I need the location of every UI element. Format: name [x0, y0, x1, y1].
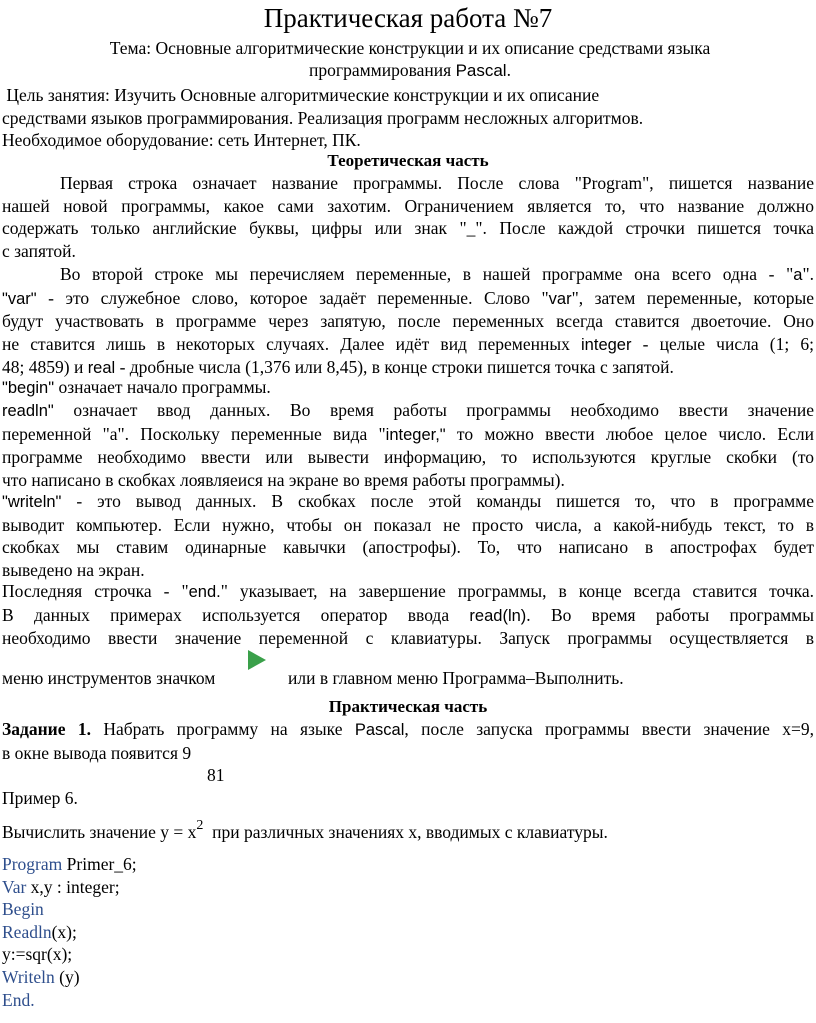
text-line: содержать только английские буквы, цифры или знак "_". После каждой строчки пишется точка	[2, 218, 814, 238]
text-line: необходимо ввести значение переменной с клавиатуры. Запуск программы осуществляется в	[2, 628, 814, 648]
code-keyword: Readln	[2, 921, 52, 942]
text-span: означает ввод данных. Во время работы программы необходимо ввести значение	[53, 400, 814, 420]
text-line: меню инструментов значком	[2, 668, 216, 688]
exponent: 2	[196, 818, 204, 833]
text-span: Вычислить значение у = х	[2, 822, 197, 842]
text-line	[2, 604, 814, 628]
example-statement	[2, 815, 814, 844]
text-span: означает начало программы.	[54, 377, 271, 397]
code-keyword: Program	[2, 854, 63, 874]
topic-language: Pascal	[455, 61, 507, 80]
theory-heading: Теоретическая часть	[327, 151, 489, 170]
topic	[60, 37, 760, 82]
code-line	[2, 876, 137, 899]
text-line	[2, 287, 814, 311]
text-span: 48; 4859) и	[2, 357, 88, 377]
play-icon	[248, 650, 266, 670]
text-span: . Во время работы программы	[526, 604, 815, 625]
code-text: (x);	[51, 921, 77, 942]
keyword-begin: "begin"	[2, 379, 55, 397]
code-keyword: Var	[2, 876, 27, 897]
code-keyword: Writeln	[2, 966, 55, 987]
text-span: ".	[802, 264, 814, 284]
keyword-var: "var"	[2, 289, 37, 308]
text-line	[2, 718, 814, 742]
goal-line: средствами языков программирования. Реализация программ несложных алгоритмов.	[2, 107, 644, 128]
task-label: Задание 1.	[2, 719, 91, 739]
keyword-integer: integer	[581, 335, 632, 354]
keyword-var: var	[548, 289, 572, 308]
code-text: Primer_6;	[62, 854, 137, 874]
text-span: a	[793, 266, 803, 284]
text-span: Pascal	[354, 721, 405, 739]
keyword-readln: readln"	[2, 402, 54, 420]
code-keyword: End	[2, 989, 31, 1010]
topic-end: .	[506, 60, 511, 80]
text-span: переменной "a". Поскольку переменные вида "	[2, 423, 386, 444]
code-listing	[2, 853, 137, 1011]
text-line: с запятой.	[2, 240, 76, 261]
text-line: будут участвовать в программе через запятую, после переменных всегда ставится двоеточие. Оно	[2, 311, 814, 331]
keyword-integer: integer,"	[385, 425, 446, 444]
keyword-end: end.	[188, 583, 221, 601]
text-span: ", затем переменные, которые	[571, 287, 814, 308]
text-span: при различных значениях х, вводимых с клавиатуры.	[203, 822, 608, 842]
text-line	[2, 490, 814, 514]
example-label: Пример 6.	[2, 788, 78, 808]
text-line: выведено на экран.	[2, 559, 145, 580]
text-span: Во второй строке мы перечисляем переменные, в нашей программе она всего одна - "	[60, 264, 794, 284]
text-span: не ставится лишь в некоторых случаях. Далее идёт вид переменных	[2, 333, 582, 354]
code-text: y:=sqr(x);	[2, 944, 73, 965]
text-span: Набрать программу на языке	[91, 719, 355, 739]
text-line	[2, 580, 814, 604]
equipment-line: Необходимое оборудование: сеть Интернет, ПК.	[2, 130, 361, 150]
text-line	[2, 423, 814, 447]
text-span: - это служебное слово, которое задаёт переменные. Слово "	[36, 287, 549, 308]
text-line	[2, 263, 814, 287]
task-1	[2, 718, 814, 764]
keyword-readln: read(ln)	[469, 606, 527, 625]
keyword-writeln: "writeln"	[2, 493, 62, 511]
text-line: Первая строка означает название программы. После слова "Program", пишется название	[60, 173, 814, 193]
text-span: - целые числа (1; 6;	[631, 333, 814, 354]
text-span: " указывает, на завершение программы, в конце всегда ставится точка.	[220, 581, 814, 601]
page-title: Практическая работа №7	[263, 3, 553, 33]
topic-text: Тема: Основные алгоритмические конструкции и их описание средствами языка программирования	[109, 38, 711, 80]
practice-heading: Практическая часть	[328, 697, 488, 716]
goal-line: Цель занятия: Изучить Основные алгоритмические конструкции и их описание	[2, 85, 600, 105]
paragraph-readln	[2, 399, 814, 491]
code-text: (y)	[54, 966, 80, 987]
output-value: 81	[207, 765, 225, 785]
text-line: нашей новой программы, какое сами захотим. Ограничением является то, что название должно	[2, 195, 814, 216]
text-span: Последняя строчка - "	[2, 581, 189, 601]
code-line	[2, 989, 137, 1012]
text-line: в окне вывода появится 9	[2, 742, 192, 763]
lesson-goal	[2, 84, 814, 152]
code-line	[2, 943, 137, 966]
paragraph-end	[2, 580, 814, 650]
code-text: .	[30, 989, 35, 1010]
code-text: x,y : integer;	[26, 876, 120, 897]
code-line	[2, 921, 137, 944]
paragraph-begin	[2, 376, 814, 400]
text-span: - дробные числа (1,376 или 8,45), в конце строки пишется точка с запятой.	[115, 357, 674, 377]
text-span: - это вывод данных. В скобках после этой команды пишется то, что в программе	[61, 491, 814, 511]
paragraph-program-name	[2, 172, 814, 262]
text-span: В данных примерах используется оператор ввода	[2, 604, 470, 625]
text-line: программе необходимо ввести или вывести информацию, то используются круглые скобки (то	[2, 447, 814, 467]
text-line: скобках мы ставим одинарные кавычки (апострофы). То, что написано в апострофах будет	[2, 537, 814, 557]
code-line	[2, 966, 137, 989]
code-keyword: Begin	[2, 899, 44, 920]
text-line	[2, 399, 814, 423]
text-line: выводит компьютер. Если нужно, чтобы он показал не просто числа, а какой-нибудь текст, то в	[2, 514, 814, 535]
code-line	[2, 853, 137, 876]
text-line: или в главном меню Программа–Выполнить.	[288, 668, 624, 688]
paragraph-writeln	[2, 490, 814, 581]
text-span: , после запуска программы ввести значение х=9,	[404, 719, 814, 739]
keyword-real: real	[87, 359, 116, 377]
text-line: что написано в скобках лоявляеися на экране во время работы программы).	[2, 469, 565, 490]
paragraph-variables	[2, 263, 814, 380]
text-span: то можно ввести любое целое число. Если	[445, 423, 814, 444]
text-line	[2, 333, 814, 357]
code-line	[2, 898, 137, 921]
